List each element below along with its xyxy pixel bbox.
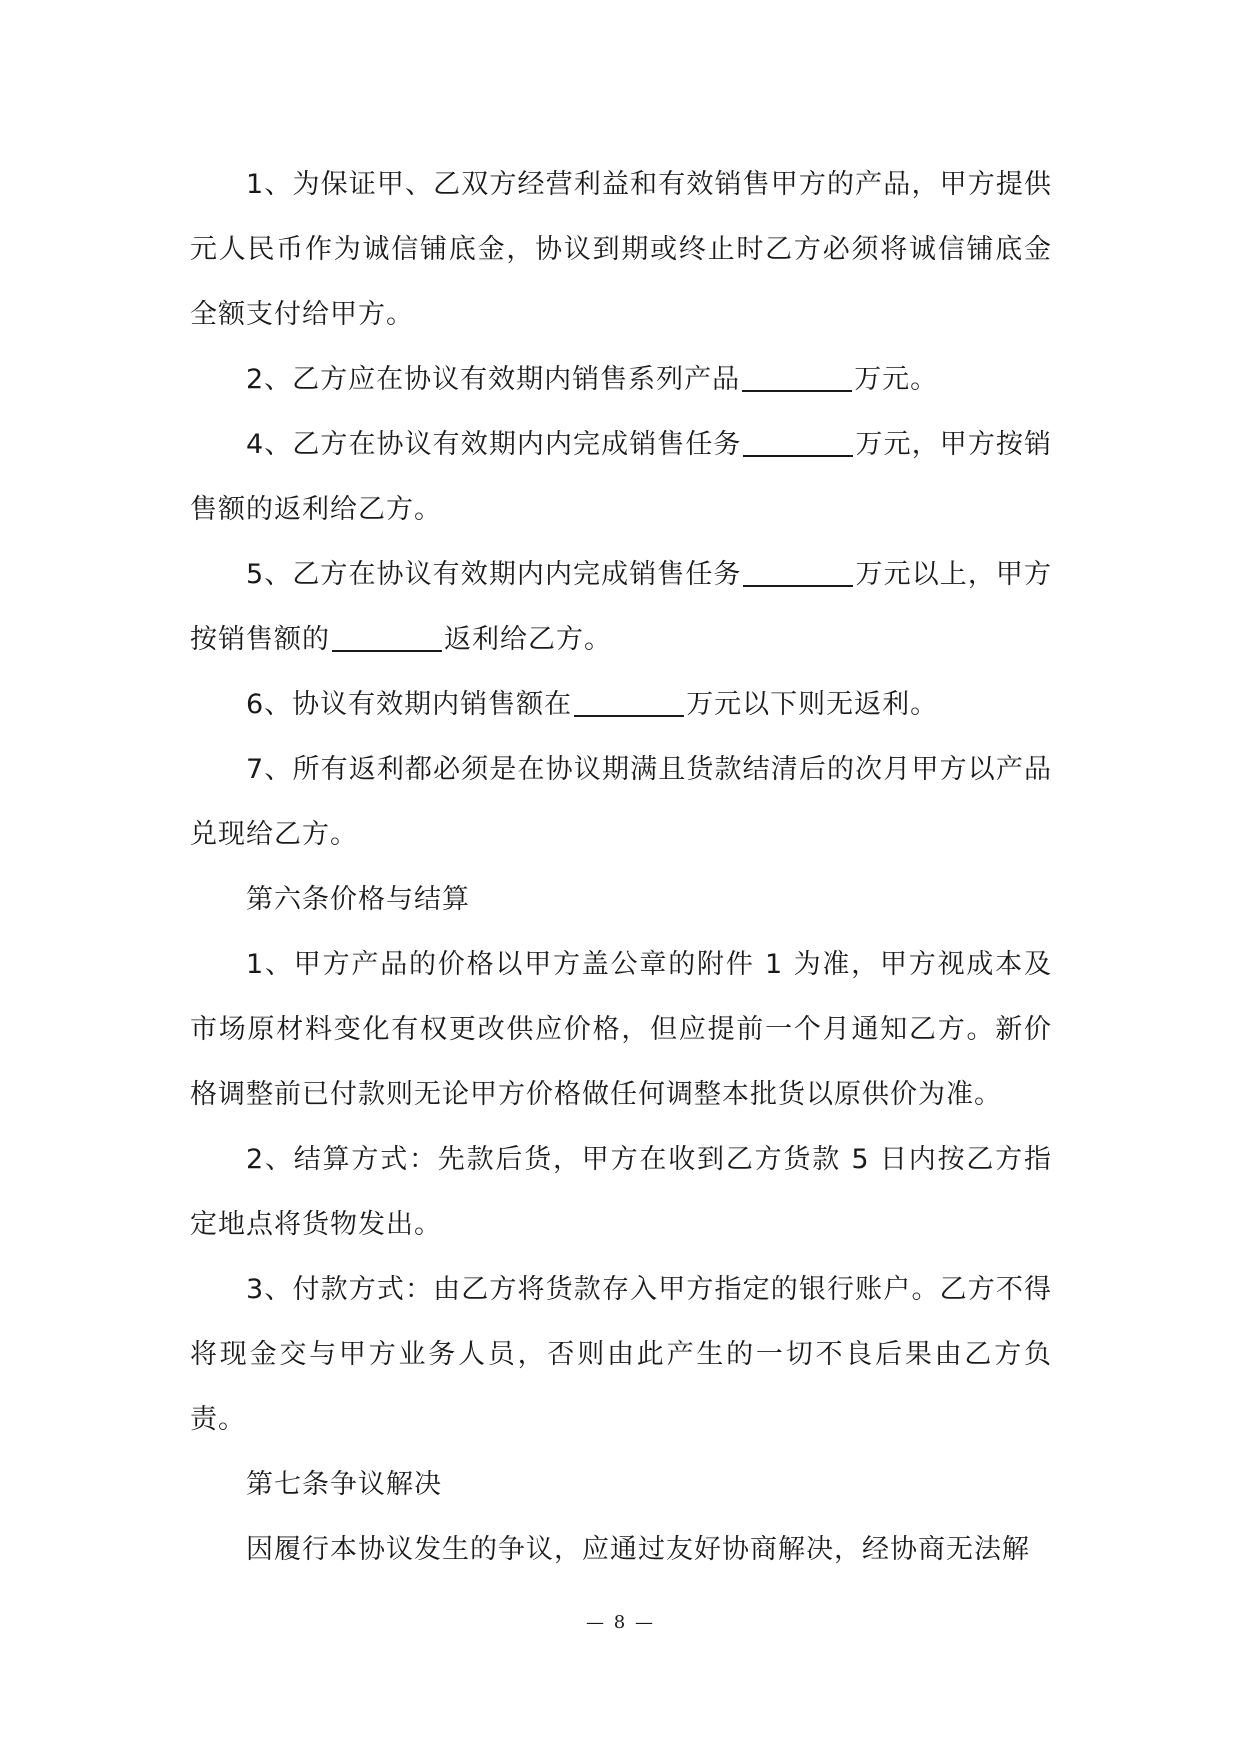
clause-paragraph <box>190 1257 1052 1452</box>
paragraph-text: 5、乙方在协议有效期内内完成销售任务 <box>246 559 742 590</box>
clause-paragraph <box>190 737 1052 867</box>
clause-paragraph <box>190 932 1052 1127</box>
section-heading <box>190 867 1052 932</box>
paragraph-text: 6、协议有效期内销售额在 <box>246 689 573 720</box>
paragraph-text: 因履行本协议发生的争议，应通过友好协商解决，经协商无法解 <box>246 1534 1030 1565</box>
section-heading <box>190 1452 1052 1517</box>
paragraph-text: 1、为保证甲、乙双方经营利益和有效销售甲方的产品，甲方提供元人民币作为诚信铺底金，协议到期或终止时乙方必须将诚信铺底金全额支付给甲方。 <box>190 169 1052 330</box>
document-body <box>190 152 1052 1582</box>
fill-in-blank <box>743 557 853 587</box>
paragraph-text: 第七条争议解决 <box>246 1469 442 1500</box>
fill-in-blank <box>332 622 442 652</box>
clause-paragraph <box>190 347 1052 412</box>
paragraph-text: 万元以下则无返利。 <box>686 689 939 720</box>
paragraph-text: 2、乙方应在协议有效期内销售系列产品 <box>246 364 741 395</box>
paragraph-text: 万元，甲方按销售额的返利给乙方。 <box>190 429 1052 525</box>
paragraph-text: 7、所有返利都必须是在协议期满且货款结清后的次月甲方以产品兑现给乙方。 <box>190 754 1052 850</box>
fill-in-blank <box>742 362 852 392</box>
paragraph-text: 万元以上，甲方按销售额的 <box>190 559 1052 655</box>
clause-paragraph <box>190 1127 1052 1257</box>
paragraph-text: 万元。 <box>854 364 939 395</box>
paragraph-text: 1、甲方产品的价格以甲方盖公章的附件 1 为准，甲方视成本及市场原材料变化有权更改供应价格，但应提前一个月通知乙方。新价格调整前已付款则无论甲方价格做任何调整本批货以原供价为准。 <box>190 949 1052 1110</box>
paragraph-text: 4、乙方在协议有效期内内完成销售任务 <box>246 429 742 460</box>
clause-paragraph <box>190 412 1052 542</box>
clause-paragraph <box>190 672 1052 737</box>
paragraph-text: 第六条价格与结算 <box>246 884 470 915</box>
paragraph-text: 3、付款方式：由乙方将货款存入甲方指定的银行账户。乙方不得将现金交与甲方业务人员，否则由此产生的一切不良后果由乙方负责。 <box>190 1274 1052 1435</box>
fill-in-blank <box>743 427 853 457</box>
paragraph-text: 2、结算方式：先款后货，甲方在收到乙方货款 5 日内按乙方指定地点将货物发出。 <box>190 1144 1052 1240</box>
clause-paragraph <box>190 542 1052 672</box>
page-number: — 8 — <box>586 1612 655 1633</box>
clause-paragraph <box>190 152 1052 347</box>
paragraph-text: 返利给乙方。 <box>444 624 612 655</box>
fill-in-blank <box>574 687 684 717</box>
clause-paragraph <box>190 1517 1052 1582</box>
